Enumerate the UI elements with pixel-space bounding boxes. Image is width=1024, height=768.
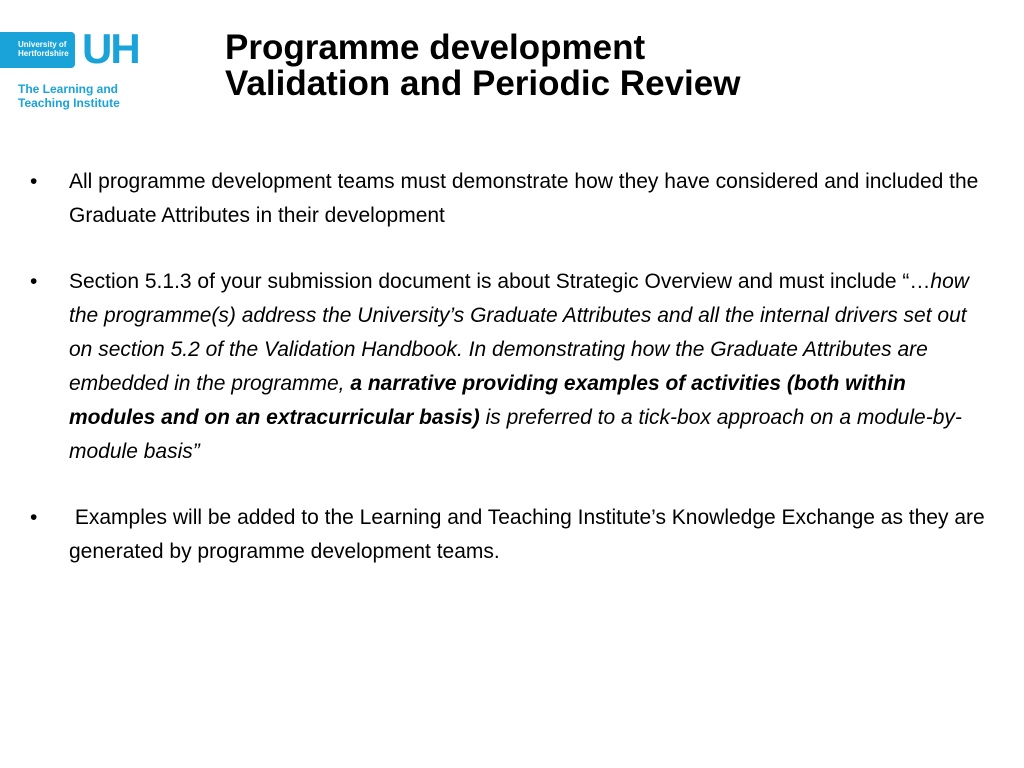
- bullet-text-2-intro: Section 5.1.3 of your submission document is about Strategic Overview and must include “…: [69, 270, 931, 293]
- bullet-icon: •: [30, 170, 38, 193]
- slide-title: [225, 30, 1005, 102]
- bullet-icon: •: [30, 506, 38, 529]
- bullet-item-1: [30, 165, 995, 233]
- bullet-icon: •: [30, 270, 38, 293]
- bullet-item-3: [30, 501, 995, 569]
- university-logo: [0, 25, 150, 112]
- bullet-text-1: All programme development teams must demonstrate how they have considered and included the Graduate Attributes in their development: [69, 170, 979, 227]
- logo-university-text: University of Hertfordshire: [18, 40, 69, 58]
- logo-institute-text: The Learning and Teaching Institute: [18, 82, 120, 110]
- bullet-text-2-quote-end: is preferred to a tick-box approach on a module-by-module basis”: [69, 406, 962, 463]
- slide-title-line-1: Programme development: [225, 28, 646, 67]
- bullet-item-2: [30, 265, 995, 469]
- bullet-text-2-emphasis: a narrative providing examples of activities (both within modules and on an extracurricular basis): [69, 372, 906, 429]
- bullet-text-2-quote: how the programme(s) address the University’s Graduate Attributes and all the internal drivers set out on section 5.2 of the Validation Handbook. In demonstrating how the Graduate Attributes are embedded in the programme,: [69, 270, 969, 395]
- logo-letters: UH: [82, 25, 139, 72]
- slide-title-line-2: Validation and Periodic Review: [225, 64, 741, 103]
- bullet-list: [30, 165, 995, 601]
- bullet-text-3: Examples will be added to the Learning and Teaching Institute’s Knowledge Exchange as they are generated by programme development teams.: [69, 506, 991, 563]
